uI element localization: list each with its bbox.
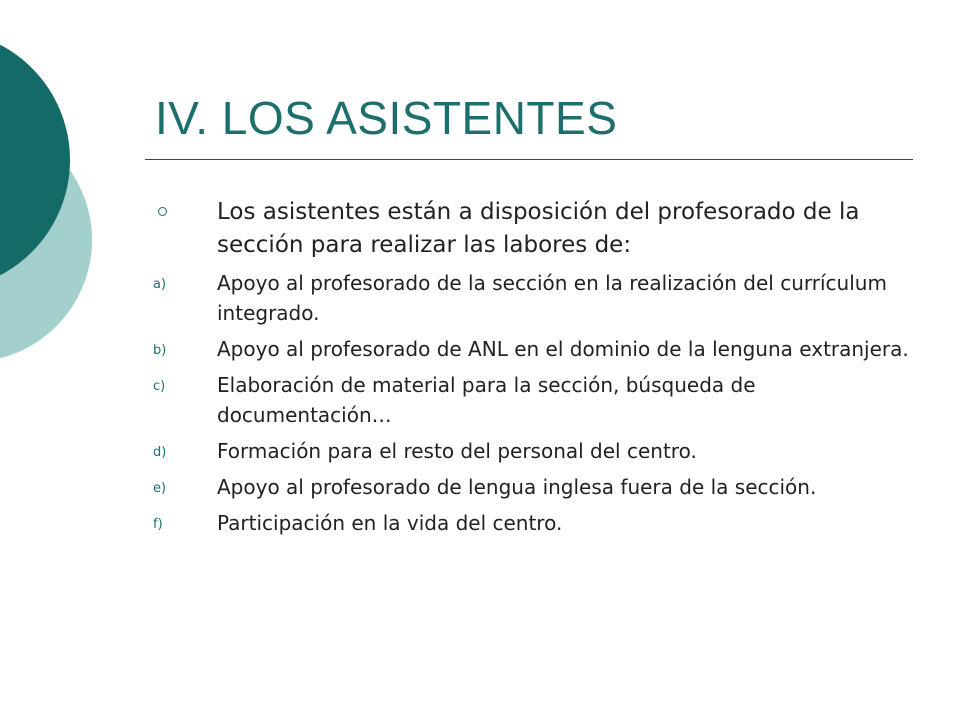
intro-bullet (150, 196, 910, 262)
intro-text: Los asistentes están a disposición del profesorado de la sección para realizar las labores de: (217, 199, 860, 258)
list-item-text: Apoyo al profesorado de ANL en el dominio de la lenguna extranjera. (217, 337, 909, 361)
title-divider (145, 159, 913, 160)
list-item-text: Elaboración de material para la sección, búsqueda de documentación… (217, 373, 756, 427)
list-item (150, 370, 910, 430)
list-item-text: Apoyo al profesorado de la sección en la realización del currículum integrado. (217, 271, 887, 325)
list-marker: e) (153, 481, 167, 496)
slide-body (150, 196, 910, 544)
list-item-text: Formación para el resto del personal del centro. (217, 439, 697, 463)
list-item (150, 508, 910, 538)
list-marker: b) (153, 343, 167, 358)
ring-bullet-icon (158, 207, 167, 216)
list-item (150, 268, 910, 328)
list-item (150, 472, 910, 502)
list-item (150, 334, 910, 364)
list-marker: d) (153, 445, 167, 460)
list-item (150, 436, 910, 466)
list-marker: c) (153, 379, 166, 394)
list-marker: a) (153, 277, 167, 292)
list-marker: f) (153, 517, 163, 532)
list-item-text: Apoyo al profesorado de lengua inglesa fuera de la sección. (217, 475, 817, 499)
slide-title: IV. LOS ASISTENTES (155, 92, 618, 144)
list-item-text: Participación en la vida del centro. (217, 511, 563, 535)
decorative-circles (0, 0, 120, 400)
